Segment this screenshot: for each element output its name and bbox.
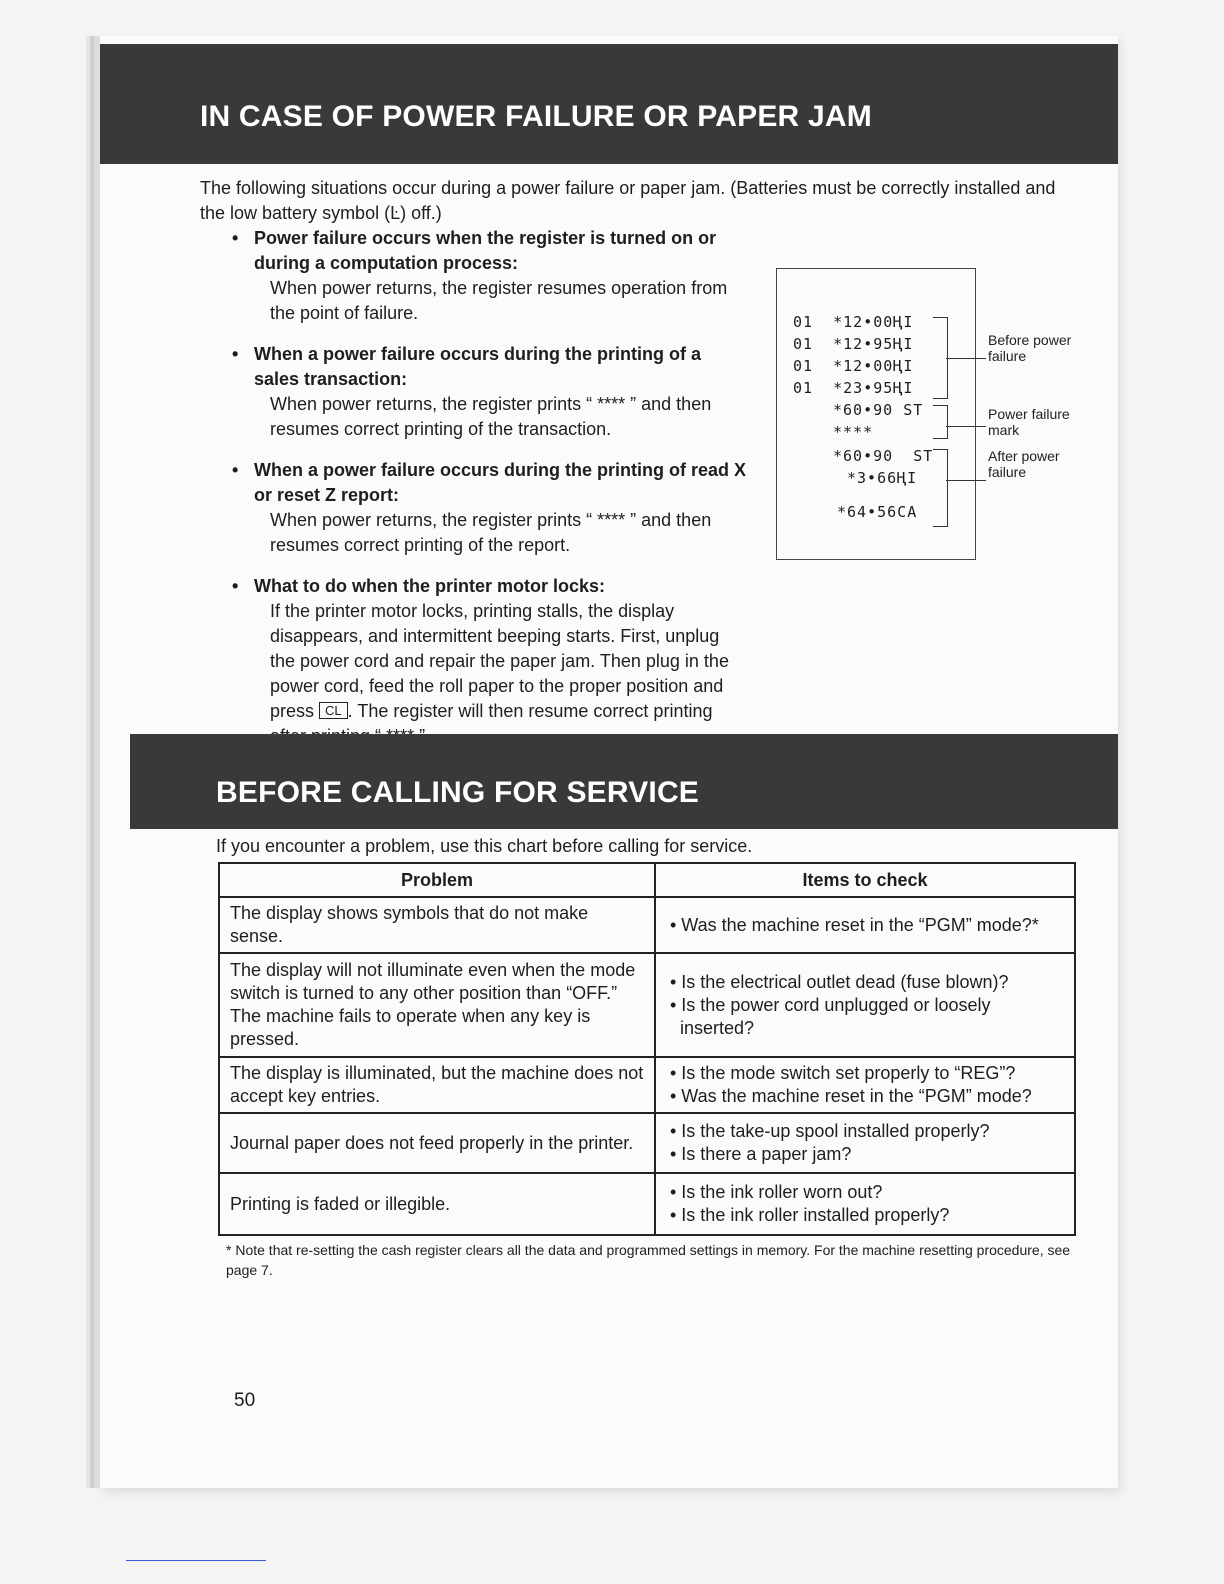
section-title: IN CASE OF POWER FAILURE OR PAPER JAM [200, 100, 872, 133]
problem-cell: Printing is faded or illegible. [219, 1173, 655, 1235]
bottom-link-underline [126, 1560, 266, 1561]
bullet-heading: What to do when the printer motor locks: [254, 576, 605, 596]
bullet-body [254, 599, 748, 749]
receipt-line: *64•56CA [837, 503, 918, 521]
page-number: 50 [234, 1390, 256, 1411]
receipt-line: **** [833, 423, 874, 441]
bullet-body-text: If the printer motor locks, printing stalls, the display disappears, and intermittent beeping starts. First, unplug the power cord and repair the paper jam. Then plug in the power cord, feed the roll paper to the proper position and press [270, 601, 729, 721]
section-intro: The following situations occur during a power failure or paper jam. (Batteries must be correctly installed and the low battery symbol (Ŀ) off.) [200, 178, 1056, 223]
check-item: • Is the ink roller installed properly? [670, 1205, 950, 1225]
bullet-heading: Power failure occurs when the register is turned on or during a computation process: [254, 228, 717, 273]
power-failure-mark-label: Power failure mark [988, 406, 1070, 438]
list-item [228, 342, 748, 442]
checks-cell [655, 1113, 1075, 1173]
check-item: • Is there a paper jam? [670, 1144, 852, 1164]
situation-list [228, 226, 748, 765]
table-row [219, 953, 1075, 1057]
section-banner-power-failure [100, 44, 1118, 164]
bullet-icon: • [232, 228, 239, 248]
bullet-body: When power returns, the register prints “ **** ” and then resumes correct printing of the report. [270, 510, 712, 555]
checks-cell [655, 1057, 1075, 1113]
receipt-line: 01 *12•00ҢI [793, 357, 914, 375]
section-banner-service [130, 734, 1118, 829]
checks-cell [655, 897, 1075, 953]
after-bracket [933, 449, 948, 527]
bullet-icon: • [232, 576, 239, 596]
problem-cell: The display will not illuminate even when the mode switch is turned to any other position than “OFF.” The machine fails to operate when any key is pressed. [219, 953, 655, 1057]
cl-key-icon: CL [319, 702, 348, 719]
receipt-line: *3•66ҢI [847, 469, 918, 487]
bullet-body: When power returns, the register prints “ **** ” and then resumes correct printing of the transaction. [270, 394, 712, 439]
receipt-line: 01 *12•00ҢI [793, 313, 914, 331]
receipt-sample [776, 268, 976, 560]
receipt-line: 01 *23•95ҢI [793, 379, 914, 397]
table-row [219, 1173, 1075, 1235]
troubleshooting-table [218, 862, 1076, 1236]
problem-cell: Journal paper does not feed properly in the printer. [219, 1113, 655, 1173]
bullet-body: When power returns, the register resumes operation from the point of failure. [270, 278, 728, 323]
check-item: • Is the electrical outlet dead (fuse blown)? [670, 971, 1009, 992]
table-row [219, 897, 1075, 953]
bullet-icon: • [232, 460, 239, 480]
reset-footnote: * Note that re-setting the cash register clears all the data and programmed settings in memory. For the machine resetting procedure, see page 7. [226, 1242, 1071, 1278]
table-row [219, 1113, 1075, 1173]
problem-cell: The display is illuminated, but the machine does not accept key entries. [219, 1057, 655, 1113]
bullet-body-text-end: . The register will then resume correct printing [347, 701, 713, 721]
check-item: • Was the machine reset in the “PGM” mode? [670, 1086, 1032, 1106]
bullet-heading: When a power failure occurs during the printing of read X or reset Z report: [254, 460, 747, 505]
problem-cell: The display shows symbols that do not make sense. [219, 897, 655, 953]
check-item: • Was the machine reset in the “PGM” mode?* [670, 914, 1039, 935]
column-header-items-to-check: Items to check [655, 863, 1075, 897]
column-header-problem: Problem [219, 863, 655, 897]
receipt-line: *60•90 ST [833, 401, 924, 419]
section-title: BEFORE CALLING FOR SERVICE [216, 776, 700, 809]
check-item: • Is the ink roller worn out? [670, 1182, 883, 1202]
checks-cell [655, 953, 1075, 1057]
mark-leader-line [946, 426, 986, 427]
receipt-line: *60•90 ST [833, 447, 934, 465]
table-row [219, 1057, 1075, 1113]
service-intro: If you encounter a problem, use this chart before calling for service. [216, 836, 753, 856]
mark-bracket [933, 405, 948, 439]
after-leader-line [946, 480, 986, 481]
checks-cell [655, 1173, 1075, 1235]
receipt-line: 01 *12•95ҢI [793, 335, 914, 353]
before-power-failure-label: Before power failure [988, 332, 1072, 364]
check-item: • Is the mode switch set properly to “REG”? [670, 1063, 1016, 1083]
manual-page [100, 36, 1118, 1488]
bullet-icon: • [232, 344, 239, 364]
bullet-heading: When a power failure occurs during the printing of a sales transaction: [254, 344, 702, 389]
list-item [228, 226, 748, 326]
table-header-row [219, 863, 1075, 897]
list-item [228, 458, 748, 558]
before-leader-line [946, 358, 986, 359]
list-item [228, 574, 748, 749]
after-power-failure-label: After power failure [988, 448, 1060, 480]
check-item: • Is the power cord unplugged or loosely inserted? [670, 994, 991, 1038]
check-item: • Is the take-up spool installed properly? [670, 1121, 990, 1141]
